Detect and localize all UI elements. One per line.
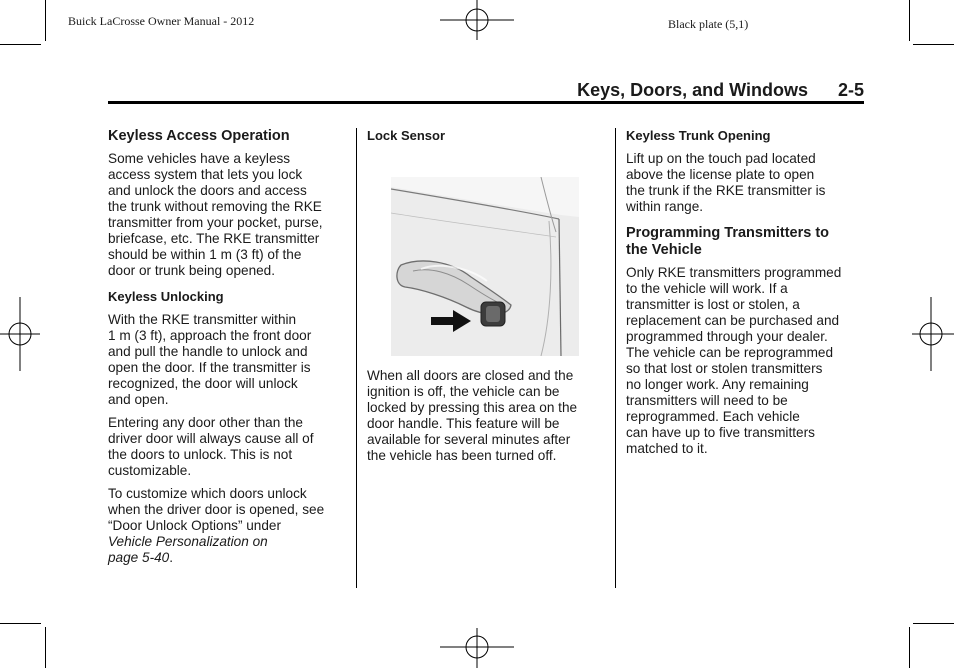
crop-mark: [909, 0, 910, 41]
crop-mark: [45, 0, 46, 41]
column-divider: [615, 128, 616, 588]
registration-mark-icon: [0, 297, 40, 371]
running-header-plate: Black plate (5,1): [668, 17, 749, 31]
paragraph: Entering any door other than the driver door will always cause all of the doors to unlock. This is not customizable.: [108, 415, 314, 478]
door-handle-illustration: [391, 177, 579, 356]
crop-mark: [913, 44, 954, 45]
subheading-lock-sensor: Lock Sensor: [367, 128, 446, 143]
heading-keyless-access: Keyless Access Operation: [108, 128, 290, 144]
heading-programming-transmitters: Programming Transmitters to the Vehicle: [626, 225, 830, 258]
crop-mark: [45, 627, 46, 668]
paragraph-customize: [108, 486, 344, 566]
column-right: [626, 128, 862, 464]
paragraph: Some vehicles have a keyless access system that lets you lock and unlock the doors and access the trunk without removing the RKE transmitter from your pocket, purse, briefcase, etc. The RKE transmitter should be within 1 m (3 ft) of the door or trunk being opened.: [108, 151, 323, 278]
subheading-keyless-unlocking: Keyless Unlocking: [108, 289, 224, 304]
paragraph: Only RKE transmitters programmed to the vehicle will work. If a transmitter is lost or stolen, a replacement can be purchased and programmed through your dealer. The vehicle can be reprogrammed so that lost or stolen transmitters no longer work. Any remaining transmitters will need to be reprogrammed. Each vehicle can have up to five transmitters matched to it.: [626, 265, 842, 456]
subheading-keyless-trunk: Keyless Trunk Opening: [626, 128, 771, 143]
crop-mark: [0, 623, 41, 624]
column-divider: [356, 128, 357, 588]
section-title: Keys, Doors, and Windows: [577, 80, 808, 100]
crop-mark: [0, 44, 41, 45]
paragraph: Lift up on the touch pad located above the license plate to open the trunk if the RKE transmitter is within range.: [626, 151, 826, 214]
header-rule: [108, 101, 864, 104]
crop-mark: [909, 627, 910, 668]
column-left: [108, 128, 344, 573]
section-header: [108, 80, 864, 101]
registration-mark-icon: [912, 297, 954, 371]
paragraph-text: To customize which doors unlock when the driver door is opened, see “Door Unlock Options” under: [108, 486, 325, 533]
registration-mark-icon: [440, 628, 514, 668]
paragraph-text: .: [169, 550, 174, 565]
crop-mark: [913, 623, 954, 624]
column-middle: [367, 128, 603, 471]
paragraph: With the RKE transmitter within 1 m (3 ft), approach the front door and pull the handle to unlock and open the door. If the transmitter is recognized, the door will unlock and open.: [108, 312, 312, 407]
registration-mark-icon: [440, 0, 514, 40]
page-number: 2-5: [837, 80, 864, 100]
paragraph: When all doors are closed and the ignition is off, the vehicle can be locked by pressing this area on the door handle. This feature will be available for several minutes after the vehicle has been turned off.: [367, 368, 578, 463]
cross-reference-link[interactable]: Vehicle Personalization on page 5-40: [108, 534, 268, 565]
running-header-title: Buick LaCrosse Owner Manual - 2012: [68, 14, 255, 28]
